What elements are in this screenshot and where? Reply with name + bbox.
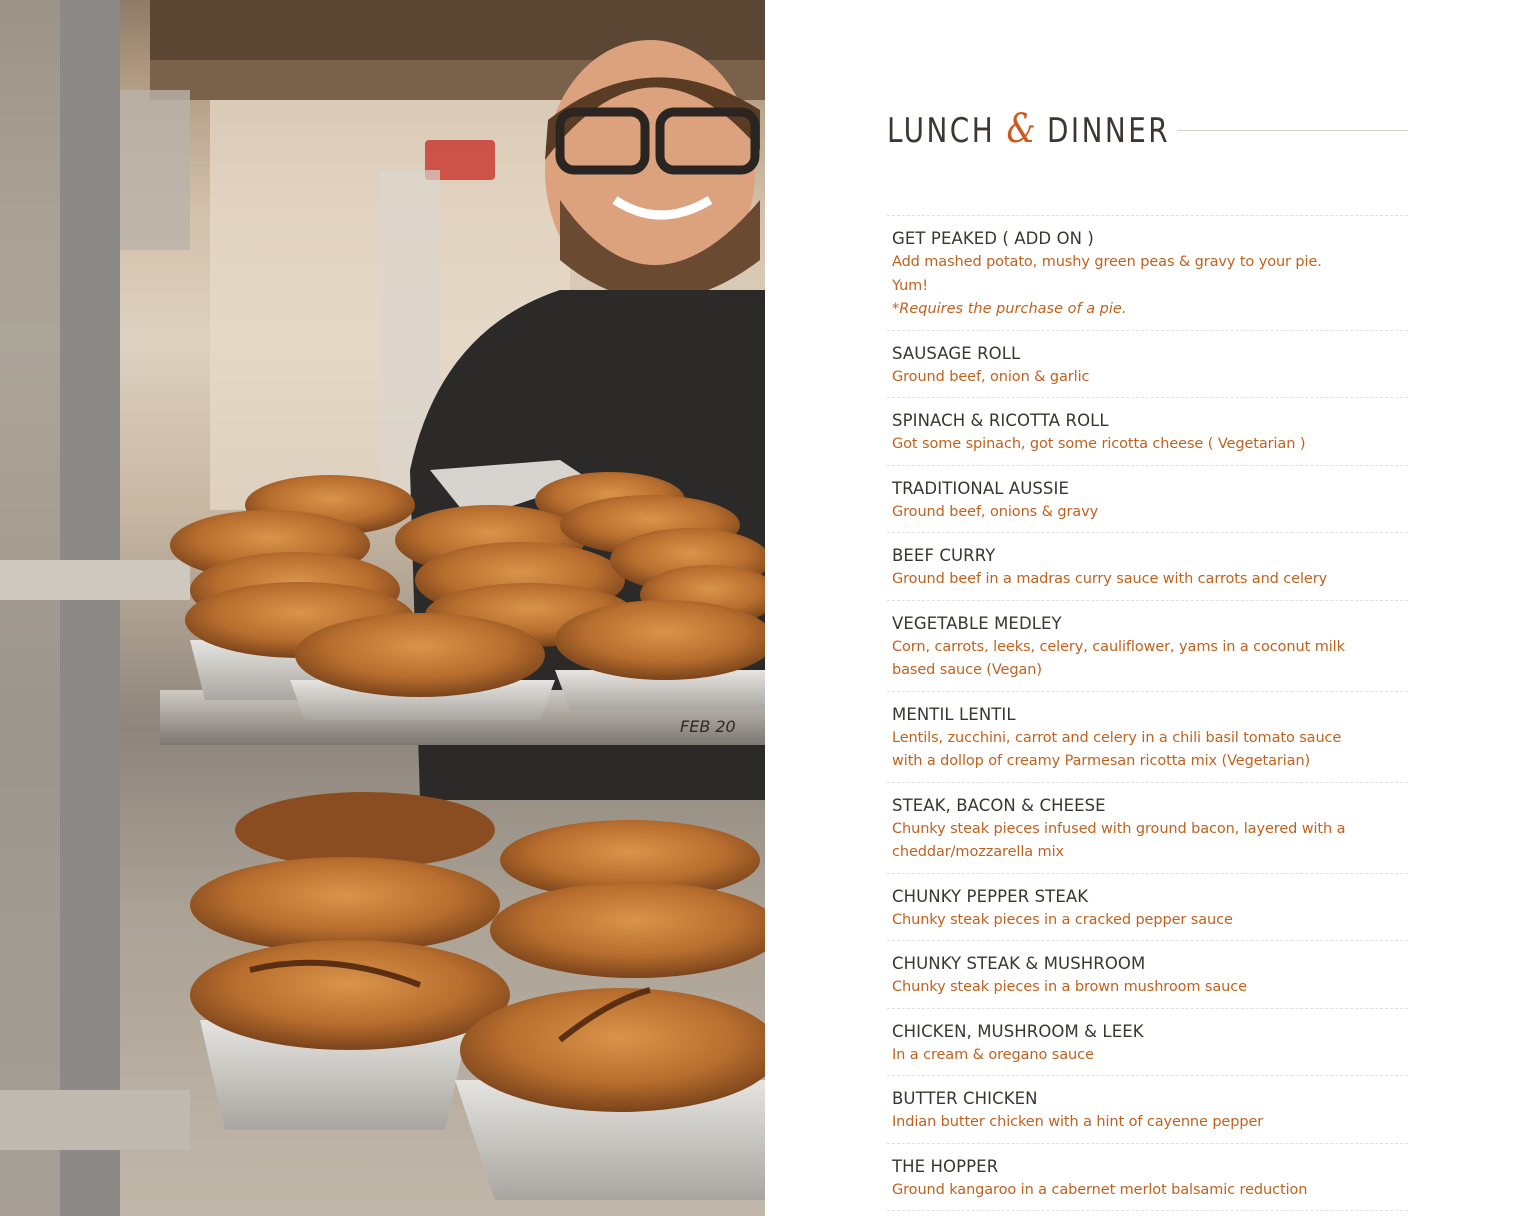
menu-item-description: Chunky steak pieces in a cracked pepper sauce <box>892 911 1233 928</box>
menu-item-description: Add mashed potato, mushy green peas & gravy to your pie. <box>892 254 1322 270</box>
menu-item <box>887 1009 1408 1077</box>
menu-item <box>887 1076 1408 1144</box>
menu-item-description: Got some spinach, got some ricotta cheese ( Vegetarian ) <box>892 436 1306 452</box>
menu-item-description: Lentils, zucchini, carrot and celery in a chili basil tomato sauce <box>892 729 1342 746</box>
tray-label: FEB 20 <box>680 717 736 736</box>
menu-item-name: CHUNKY PEPPER STEAK <box>892 886 1089 907</box>
menu-item-name: TRADITIONAL AUSSIE <box>892 478 1069 499</box>
heading-dinner: DINNER <box>1046 111 1171 151</box>
menu-item-description: Corn, carrots, leeks, celery, cauliflower, yams in a coconut milk <box>892 638 1345 655</box>
menu-item-note: *Requires the purchase of a pie. <box>892 301 1127 317</box>
menu-item <box>887 783 1408 874</box>
menu-item <box>887 533 1408 601</box>
menu-item-name: BEEF CURRY <box>892 546 996 566</box>
heading-divider <box>1177 130 1408 131</box>
menu-item-description: cheddar/mozzarella mix <box>892 844 1064 860</box>
menu-item <box>887 601 1408 692</box>
menu-item-name: BUTTER CHICKEN <box>892 1089 1038 1109</box>
menu-item-description: Yum! <box>892 277 928 294</box>
menu-heading-row <box>887 98 1408 160</box>
menu-heading <box>887 106 1170 152</box>
menu-item <box>887 398 1408 466</box>
menu-item <box>887 1144 1408 1212</box>
menu-item-description: Ground beef, onions & gravy <box>892 503 1099 520</box>
menu-item <box>887 466 1408 534</box>
menu-item-name: GET PEAKED ( ADD ON ) <box>892 229 1094 249</box>
heading-ampersand: & <box>1006 106 1036 152</box>
menu-item <box>887 216 1408 331</box>
menu-item-description: In a cream & oregano sauce <box>892 1046 1094 1063</box>
menu-item-description: Chunky steak pieces infused with ground bacon, layered with a <box>892 820 1346 837</box>
menu-item-description: Indian butter chicken with a hint of cayenne pepper <box>892 1114 1264 1130</box>
menu-item <box>887 692 1408 783</box>
menu-item-name: VEGETABLE MEDLEY <box>892 613 1062 634</box>
menu-item-name: SAUSAGE ROLL <box>892 343 1021 364</box>
menu-item-description: based sauce (Vegan) <box>892 662 1042 678</box>
pie-group-top <box>170 472 765 720</box>
menu-item <box>887 874 1408 942</box>
menu-item-description: Chunky steak pieces in a brown mushroom sauce <box>892 979 1247 995</box>
menu-item-name: MENTIL LENTIL <box>892 704 1016 725</box>
menu-item-name: CHICKEN, MUSHROOM & LEEK <box>892 1021 1144 1042</box>
menu-item-description: with a dollop of creamy Parmesan ricotta mix (Vegetarian) <box>892 753 1311 769</box>
menu-item-description: Ground beef, onion & garlic <box>892 368 1090 385</box>
menu-item-list <box>887 215 1408 1211</box>
menu-item-name: THE HOPPER <box>892 1156 999 1177</box>
menu-item-description: Ground kangaroo in a cabernet merlot balsamic reduction <box>892 1181 1308 1198</box>
menu-item <box>887 941 1408 1009</box>
menu-item-description: Ground beef in a madras curry sauce with carrots and celery <box>892 571 1328 587</box>
menu-item-name: STEAK, BACON & CHEESE <box>892 795 1106 816</box>
menu-item <box>887 331 1408 399</box>
menu-item-name: SPINACH & RICOTTA ROLL <box>892 411 1109 431</box>
menu-item-name: CHUNKY STEAK & MUSHROOM <box>892 954 1146 974</box>
heading-lunch: LUNCH <box>887 111 996 151</box>
